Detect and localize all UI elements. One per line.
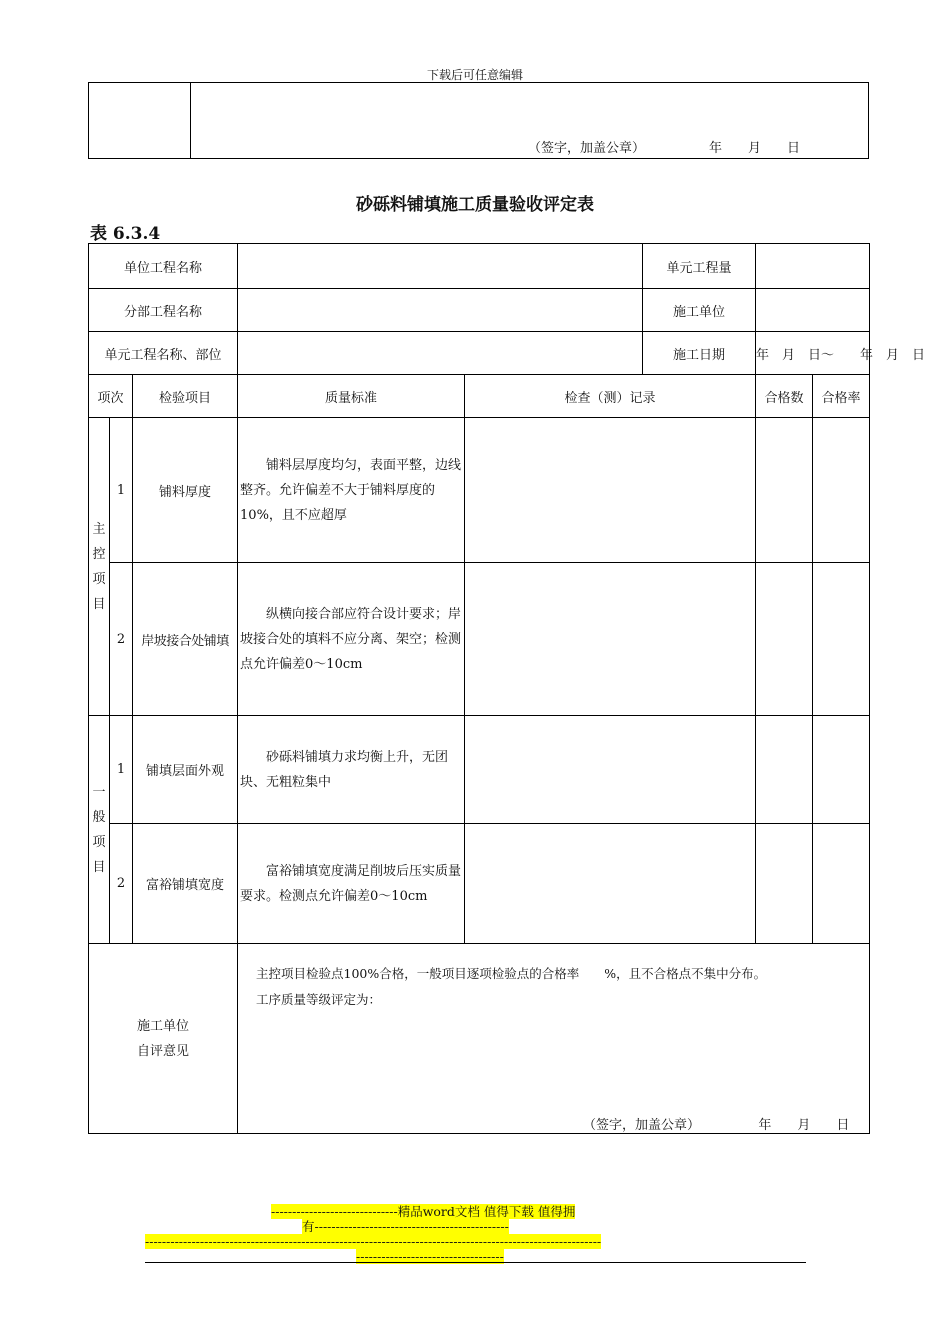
item-name: 铺填层面外观 xyxy=(133,716,238,824)
quality-standard: 砂砾料铺填力求均衡上升，无团块、无粗粒集中 xyxy=(238,716,465,824)
info-row-element xyxy=(89,332,870,375)
unit-quantity-label: 单元工程量 xyxy=(643,244,756,289)
check-record-cell[interactable] xyxy=(465,716,756,824)
item-name: 富裕铺填宽度 xyxy=(133,824,238,944)
table-row xyxy=(89,563,870,716)
unit-project-value[interactable] xyxy=(238,244,643,289)
item-number: 1 xyxy=(110,716,133,824)
general-items-group-label xyxy=(89,716,110,944)
table-row xyxy=(89,824,870,944)
evaluation-label-line2: 自评意见 xyxy=(137,1043,190,1059)
previous-table-sign-box xyxy=(88,82,869,159)
evaluation-label-line1: 施工单位 xyxy=(137,1018,190,1034)
item-number: 2 xyxy=(110,563,133,716)
info-row-division xyxy=(89,289,870,332)
qualified-rate-cell[interactable] xyxy=(813,418,870,563)
group-label-text: 一 般 项 目 xyxy=(92,784,106,875)
inspection-item-header: 检验项目 xyxy=(133,375,238,418)
table-row xyxy=(89,716,870,824)
footer-line-1: ------------------------------精品word文档 值得下载 值得拥 xyxy=(271,1204,576,1219)
qualified-count-header: 合格数 xyxy=(756,375,813,418)
footer-line-2: 有---------------------------------------------- xyxy=(302,1219,509,1234)
evaluation-line2: 工序质量等级评定为： xyxy=(256,992,382,1007)
info-row-unit-project xyxy=(89,244,870,289)
group-label-text: 主 控 项 目 xyxy=(92,521,106,612)
footer-line-4: ----------------------------------- xyxy=(356,1249,504,1264)
construction-unit-label: 施工单位 xyxy=(643,289,756,332)
division-label: 分部工程名称 xyxy=(89,289,238,332)
construction-unit-value[interactable] xyxy=(756,289,870,332)
page-header: 下载后可任意编辑 xyxy=(426,68,523,82)
item-name: 岸坡接合处铺填 xyxy=(133,563,238,716)
item-name: 铺料厚度 xyxy=(133,418,238,563)
construction-date-value[interactable]: 年 月 日～ 年 月 日 xyxy=(756,332,870,375)
check-record-header: 检查（测）记录 xyxy=(465,375,756,418)
qualified-rate-cell[interactable] xyxy=(813,716,870,824)
evaluation-sign xyxy=(583,1114,849,1133)
element-label: 单元工程名称、部位 xyxy=(89,332,238,375)
quality-standard-header: 质量标准 xyxy=(238,375,465,418)
unit-project-label: 单位工程名称 xyxy=(89,244,238,289)
evaluation-line1: 主控项目检验点100%合格，一般项目逐项检验点的合格率 %，且不合格点不集中分布。 xyxy=(256,966,767,981)
item-number: 1 xyxy=(110,418,133,563)
quality-standard: 纵横向接合部应符合设计要求；岸坡接合处的填料不应分离、架空；检测点允许偏差0～10cm xyxy=(238,563,465,716)
table-number: 表 6.3.4 xyxy=(90,224,161,244)
qualified-count-cell[interactable] xyxy=(756,418,813,563)
qualified-rate-header: 合格率 xyxy=(813,375,870,418)
table-row xyxy=(89,418,870,563)
quality-standard: 铺料层厚度均匀，表面平整，边线整齐。允许偏差不大于铺料厚度的10%，且不应超厚 xyxy=(238,418,465,563)
form-title: 砂砾料铺填施工质量验收评定表 xyxy=(356,195,594,215)
qualified-count-cell[interactable] xyxy=(756,563,813,716)
main-items-group-label xyxy=(89,418,110,716)
unit-quantity-value[interactable] xyxy=(756,244,870,289)
footer-divider xyxy=(145,1262,806,1263)
evaluation-content[interactable] xyxy=(238,944,870,1134)
item-no-header: 项次 xyxy=(89,375,133,418)
division-value[interactable] xyxy=(238,289,643,332)
column-header-row xyxy=(89,375,870,418)
footer-line-3: ------------------------------------------------------------------------------------------------------------ xyxy=(145,1234,602,1249)
inspection-table xyxy=(88,243,926,1134)
column-divider xyxy=(190,83,191,158)
construction-date-label: 施工日期 xyxy=(643,332,756,375)
evaluation-sign-text: （签字，加盖公章） xyxy=(583,1118,701,1133)
evaluation-label xyxy=(89,944,238,1134)
check-record-cell[interactable] xyxy=(465,563,756,716)
quality-standard: 富裕铺填宽度满足削坡后压实质量要求。检测点允许偏差0～10cm xyxy=(238,824,465,944)
evaluation-date-text: 年 月 日 xyxy=(758,1118,850,1133)
date-text: 年 月 日 xyxy=(709,141,801,156)
qualified-count-cell[interactable] xyxy=(756,824,813,944)
item-number: 2 xyxy=(110,824,133,944)
check-record-cell[interactable] xyxy=(465,824,756,944)
check-record-cell[interactable] xyxy=(465,418,756,563)
qualified-rate-cell[interactable] xyxy=(813,563,870,716)
qualified-count-cell[interactable] xyxy=(756,716,813,824)
qualified-rate-cell[interactable] xyxy=(813,824,870,944)
evaluation-row xyxy=(89,944,870,1134)
element-value[interactable] xyxy=(238,332,643,375)
sign-text: （签字，加盖公章） xyxy=(528,141,646,156)
